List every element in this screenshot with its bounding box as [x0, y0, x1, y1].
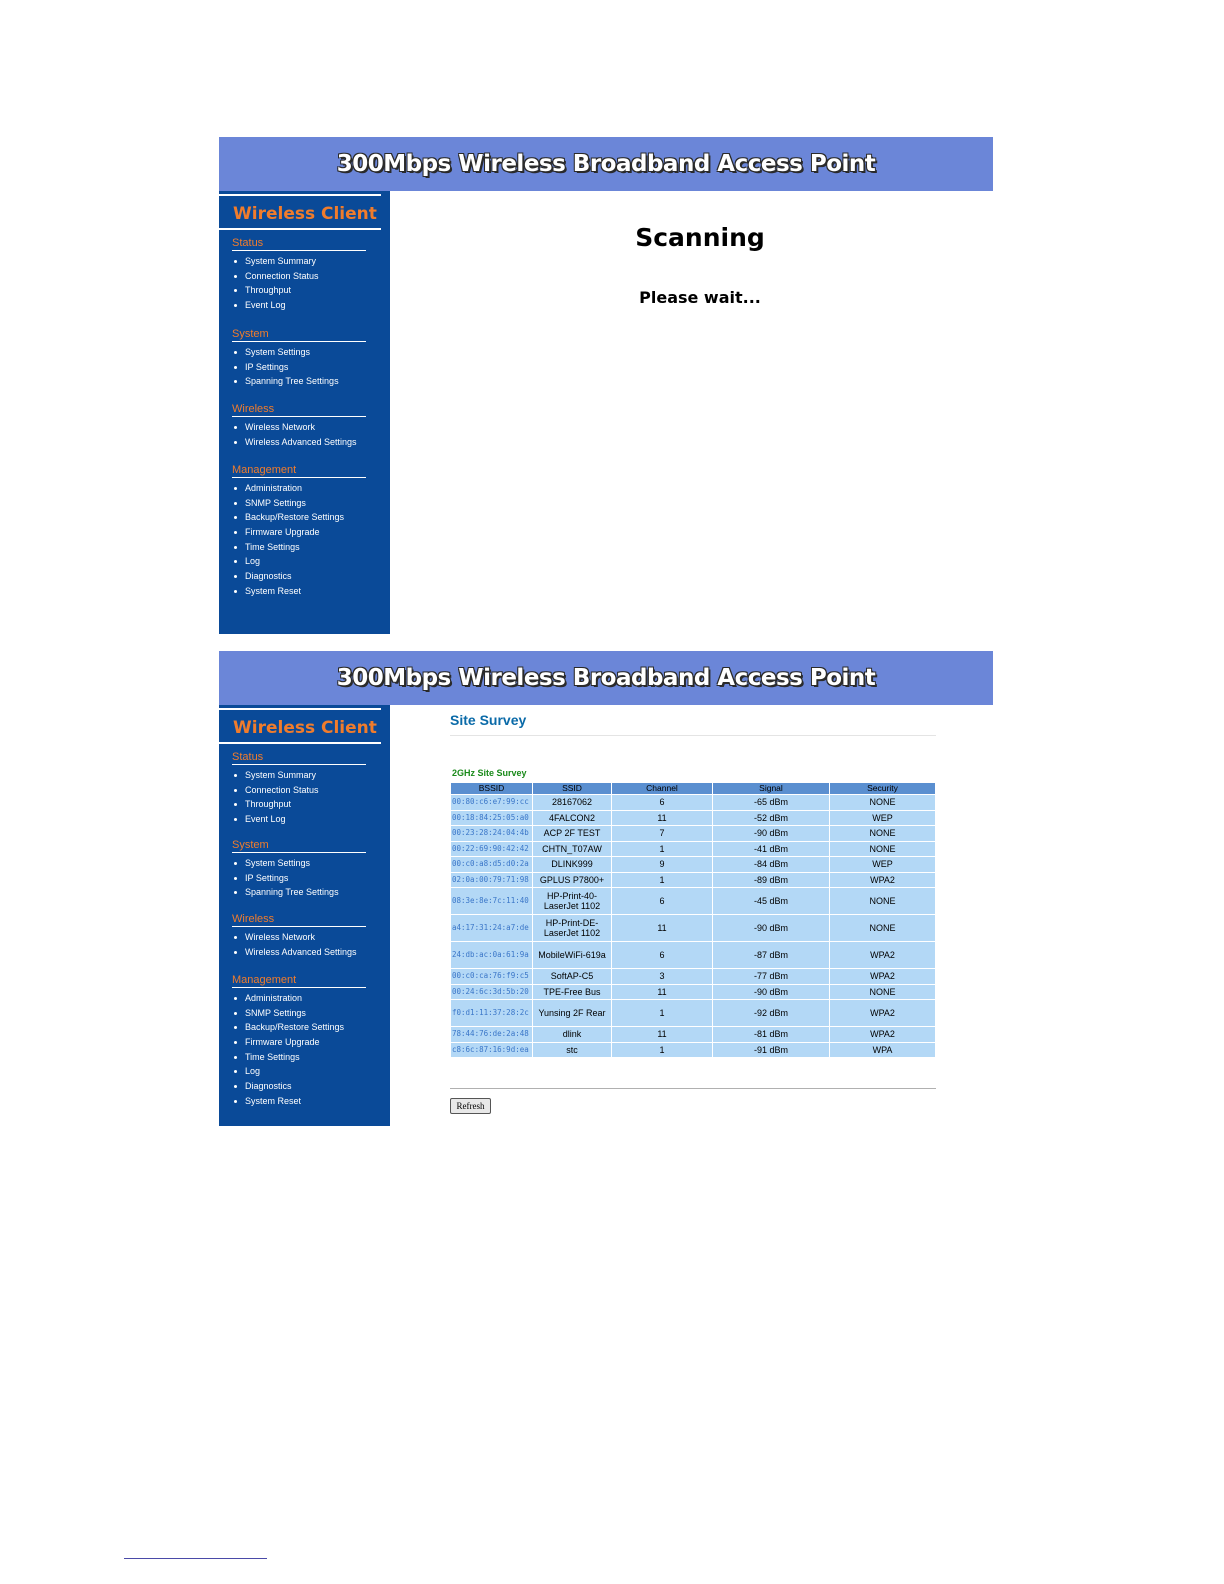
- sidebar-item-diagnostics[interactable]: Diagnostics: [232, 569, 366, 584]
- bssid-link[interactable]: 00:23:28:24:04:4b: [451, 826, 532, 841]
- sidebar-item-snmp-settings[interactable]: SNMP Settings: [232, 1006, 366, 1021]
- sidebar-section-system: [232, 839, 366, 900]
- signal-cell: -65 dBm: [713, 795, 829, 810]
- ssid-cell: ACP 2F TEST: [533, 826, 611, 841]
- sidebar-item-system-settings[interactable]: System Settings: [232, 345, 366, 360]
- channel-cell: 1: [612, 1000, 712, 1026]
- security-cell: WPA2: [830, 942, 935, 968]
- sidebar-item-wireless-network[interactable]: Wireless Network: [232, 420, 366, 435]
- channel-cell: 3: [612, 969, 712, 984]
- signal-cell: -41 dBm: [713, 842, 829, 857]
- security-cell: WPA2: [830, 1000, 935, 1026]
- column-header-channel: Channel: [612, 783, 712, 794]
- channel-cell: 11: [612, 915, 712, 941]
- bssid-link[interactable]: 00:22:69:90:42:42: [451, 842, 532, 857]
- ssid-cell: dlink: [533, 1027, 611, 1042]
- sidebar-item-diagnostics[interactable]: Diagnostics: [232, 1079, 366, 1094]
- security-cell: NONE: [830, 915, 935, 941]
- signal-cell: -90 dBm: [713, 915, 829, 941]
- sidebar-item-administration[interactable]: Administration: [232, 991, 366, 1006]
- column-header-signal: Signal: [713, 783, 829, 794]
- signal-cell: -89 dBm: [713, 873, 829, 888]
- sidebar-item-connection-status[interactable]: Connection Status: [232, 269, 366, 284]
- sidebar-heading: Management: [232, 974, 366, 988]
- sidebar-heading: System: [232, 328, 366, 342]
- sidebar-heading: Management: [232, 464, 366, 478]
- ssid-cell: 28167062: [533, 795, 611, 810]
- sidebar-item-throughput[interactable]: Throughput: [232, 283, 366, 298]
- security-cell: WEP: [830, 857, 935, 872]
- bssid-link[interactable]: 00:c0:ca:76:f9:c5: [451, 969, 532, 984]
- signal-cell: -45 dBm: [713, 888, 829, 914]
- channel-cell: 11: [612, 811, 712, 826]
- sidebar-item-connection-status[interactable]: Connection Status: [232, 783, 366, 798]
- channel-cell: 9: [612, 857, 712, 872]
- ssid-cell: HP-Print-40-LaserJet 1102: [533, 888, 611, 914]
- sidebar-heading: Wireless: [232, 403, 366, 417]
- sidebar-item-log[interactable]: Log: [232, 1064, 366, 1079]
- channel-cell: 7: [612, 826, 712, 841]
- sidebar-item-time-settings[interactable]: Time Settings: [232, 1050, 366, 1065]
- security-cell: NONE: [830, 985, 935, 1000]
- site-survey-screenshot: [219, 651, 993, 1126]
- sidebar: [219, 191, 390, 634]
- table-row: [451, 888, 935, 914]
- sidebar-item-firmware-upgrade[interactable]: Firmware Upgrade: [232, 1035, 366, 1050]
- divider: [450, 1088, 936, 1089]
- channel-cell: 1: [612, 873, 712, 888]
- sidebar-heading: Status: [232, 751, 366, 765]
- bssid-link[interactable]: c8:6c:87:16:9d:ea: [451, 1043, 532, 1058]
- security-cell: NONE: [830, 826, 935, 841]
- ssid-cell: DLINK999: [533, 857, 611, 872]
- refresh-button[interactable]: Refresh: [450, 1098, 491, 1114]
- sidebar-section-management: [232, 464, 366, 599]
- bssid-link[interactable]: a4:17:31:24:a7:de: [451, 915, 532, 941]
- bssid-link[interactable]: 00:24:6c:3d:5b:20: [451, 985, 532, 1000]
- sidebar-item-backup-restore-settings[interactable]: Backup/Restore Settings: [232, 510, 366, 525]
- sidebar-item-event-log[interactable]: Event Log: [232, 812, 366, 827]
- sidebar-section-wireless: [232, 403, 366, 449]
- signal-cell: -92 dBm: [713, 1000, 829, 1026]
- table-header-row: [451, 783, 935, 794]
- sidebar-item-time-settings[interactable]: Time Settings: [232, 540, 366, 555]
- ssid-cell: TPE-Free Bus: [533, 985, 611, 1000]
- sidebar-section-system: [232, 328, 366, 389]
- security-cell: NONE: [830, 795, 935, 810]
- table-row: [451, 873, 935, 888]
- bssid-link[interactable]: 78:44:76:de:2a:48: [451, 1027, 532, 1042]
- ssid-cell: GPLUS P7800+: [533, 873, 611, 888]
- signal-cell: -77 dBm: [713, 969, 829, 984]
- security-cell: WPA2: [830, 873, 935, 888]
- table-row: [451, 795, 935, 810]
- channel-cell: 11: [612, 985, 712, 1000]
- sidebar: [219, 705, 390, 1126]
- sidebar-item-system-reset[interactable]: System Reset: [232, 584, 366, 599]
- ssid-cell: HP-Print-DE-LaserJet 1102: [533, 915, 611, 941]
- sidebar-item-administration[interactable]: Administration: [232, 481, 366, 496]
- bssid-link[interactable]: f0:d1:11:37:28:2c: [451, 1000, 532, 1026]
- table-row: [451, 915, 935, 941]
- table-row: [451, 969, 935, 984]
- signal-cell: -87 dBm: [713, 942, 829, 968]
- signal-cell: -84 dBm: [713, 857, 829, 872]
- table-row: [451, 1000, 935, 1026]
- signal-cell: -52 dBm: [713, 811, 829, 826]
- ssid-cell: CHTN_T07AW: [533, 842, 611, 857]
- sidebar-section-status: [232, 237, 366, 313]
- signal-cell: -91 dBm: [713, 1043, 829, 1058]
- sidebar-section-management: [232, 974, 366, 1109]
- bssid-link[interactable]: 00:18:84:25:05:a0: [451, 811, 532, 826]
- sidebar-heading: Wireless: [232, 913, 366, 927]
- divider: [450, 735, 936, 736]
- sidebar-item-wireless-network[interactable]: Wireless Network: [232, 930, 366, 945]
- sidebar-heading: System: [232, 839, 366, 853]
- column-header-security: Security: [830, 783, 935, 794]
- sidebar-heading: Status: [232, 237, 366, 251]
- sidebar-item-wireless-advanced-settings[interactable]: Wireless Advanced Settings: [232, 435, 366, 450]
- security-cell: WPA2: [830, 969, 935, 984]
- sidebar-item-system-reset[interactable]: System Reset: [232, 1094, 366, 1109]
- scanning-message: Please wait...: [639, 288, 761, 307]
- site-survey-table: [450, 782, 936, 1058]
- security-cell: WPA2: [830, 1027, 935, 1042]
- sidebar-item-system-settings[interactable]: System Settings: [232, 856, 366, 871]
- table-row: [451, 857, 935, 872]
- channel-cell: 1: [612, 842, 712, 857]
- sidebar-item-ip-settings[interactable]: IP Settings: [232, 360, 366, 375]
- table-row: [451, 1027, 935, 1042]
- sidebar-item-spanning-tree-settings[interactable]: Spanning Tree Settings: [232, 374, 366, 389]
- banner-title: 300Mbps Wireless Broadband Access Point: [219, 137, 993, 191]
- sidebar-item-wireless-advanced-settings[interactable]: Wireless Advanced Settings: [232, 945, 366, 960]
- sidebar-item-system-summary[interactable]: System Summary: [232, 254, 366, 269]
- survey-subtitle: 2GHz Site Survey: [452, 768, 527, 778]
- signal-cell: -90 dBm: [713, 826, 829, 841]
- bssid-link[interactable]: 02:0a:00:79:71:98: [451, 873, 532, 888]
- column-header-bssid: BSSID: [451, 783, 532, 794]
- sidebar-item-firmware-upgrade[interactable]: Firmware Upgrade: [232, 525, 366, 540]
- ssid-cell: MobileWiFi-619a: [533, 942, 611, 968]
- scanning-title: Scanning: [635, 223, 765, 252]
- security-cell: WPA: [830, 1043, 935, 1058]
- footnote-separator: [124, 1558, 267, 1559]
- bssid-link[interactable]: 00:c0:a8:d5:d0:2a: [451, 857, 532, 872]
- bssid-link[interactable]: 08:3e:8e:7c:11:40: [451, 888, 532, 914]
- sidebar-item-log[interactable]: Log: [232, 554, 366, 569]
- scanning-screenshot: [219, 137, 993, 634]
- column-header-ssid: SSID: [533, 783, 611, 794]
- sidebar-item-spanning-tree-settings[interactable]: Spanning Tree Settings: [232, 885, 366, 900]
- signal-cell: -81 dBm: [713, 1027, 829, 1042]
- security-cell: NONE: [830, 842, 935, 857]
- sidebar-item-event-log[interactable]: Event Log: [232, 298, 366, 313]
- table-row: [451, 942, 935, 968]
- sidebar-item-throughput[interactable]: Throughput: [232, 797, 366, 812]
- signal-cell: -90 dBm: [713, 985, 829, 1000]
- ssid-cell: 4FALCON2: [533, 811, 611, 826]
- table-row: [451, 842, 935, 857]
- security-cell: NONE: [830, 888, 935, 914]
- channel-cell: 6: [612, 942, 712, 968]
- banner-title: 300Mbps Wireless Broadband Access Point: [219, 651, 993, 705]
- sidebar-section-status: [232, 751, 366, 827]
- table-row: [451, 811, 935, 826]
- bssid-link[interactable]: 00:80:c6:e7:99:cc: [451, 795, 532, 810]
- sidebar-item-backup-restore-settings[interactable]: Backup/Restore Settings: [232, 1020, 366, 1035]
- channel-cell: 6: [612, 795, 712, 810]
- ssid-cell: SoftAP-C5: [533, 969, 611, 984]
- channel-cell: 1: [612, 1043, 712, 1058]
- sidebar-title: Wireless Client: [219, 708, 381, 744]
- security-cell: WEP: [830, 811, 935, 826]
- channel-cell: 6: [612, 888, 712, 914]
- page-title: Site Survey: [450, 712, 527, 728]
- sidebar-section-wireless: [232, 913, 366, 959]
- ssid-cell: Yunsing 2F Rear: [533, 1000, 611, 1026]
- sidebar-title: Wireless Client: [219, 194, 381, 230]
- ssid-cell: stc: [533, 1043, 611, 1058]
- sidebar-item-snmp-settings[interactable]: SNMP Settings: [232, 496, 366, 511]
- table-row: [451, 1043, 935, 1058]
- table-row: [451, 826, 935, 841]
- sidebar-item-ip-settings[interactable]: IP Settings: [232, 871, 366, 886]
- sidebar-item-system-summary[interactable]: System Summary: [232, 768, 366, 783]
- channel-cell: 11: [612, 1027, 712, 1042]
- bssid-link[interactable]: 24:db:ac:0a:61:9a: [451, 942, 532, 968]
- table-row: [451, 985, 935, 1000]
